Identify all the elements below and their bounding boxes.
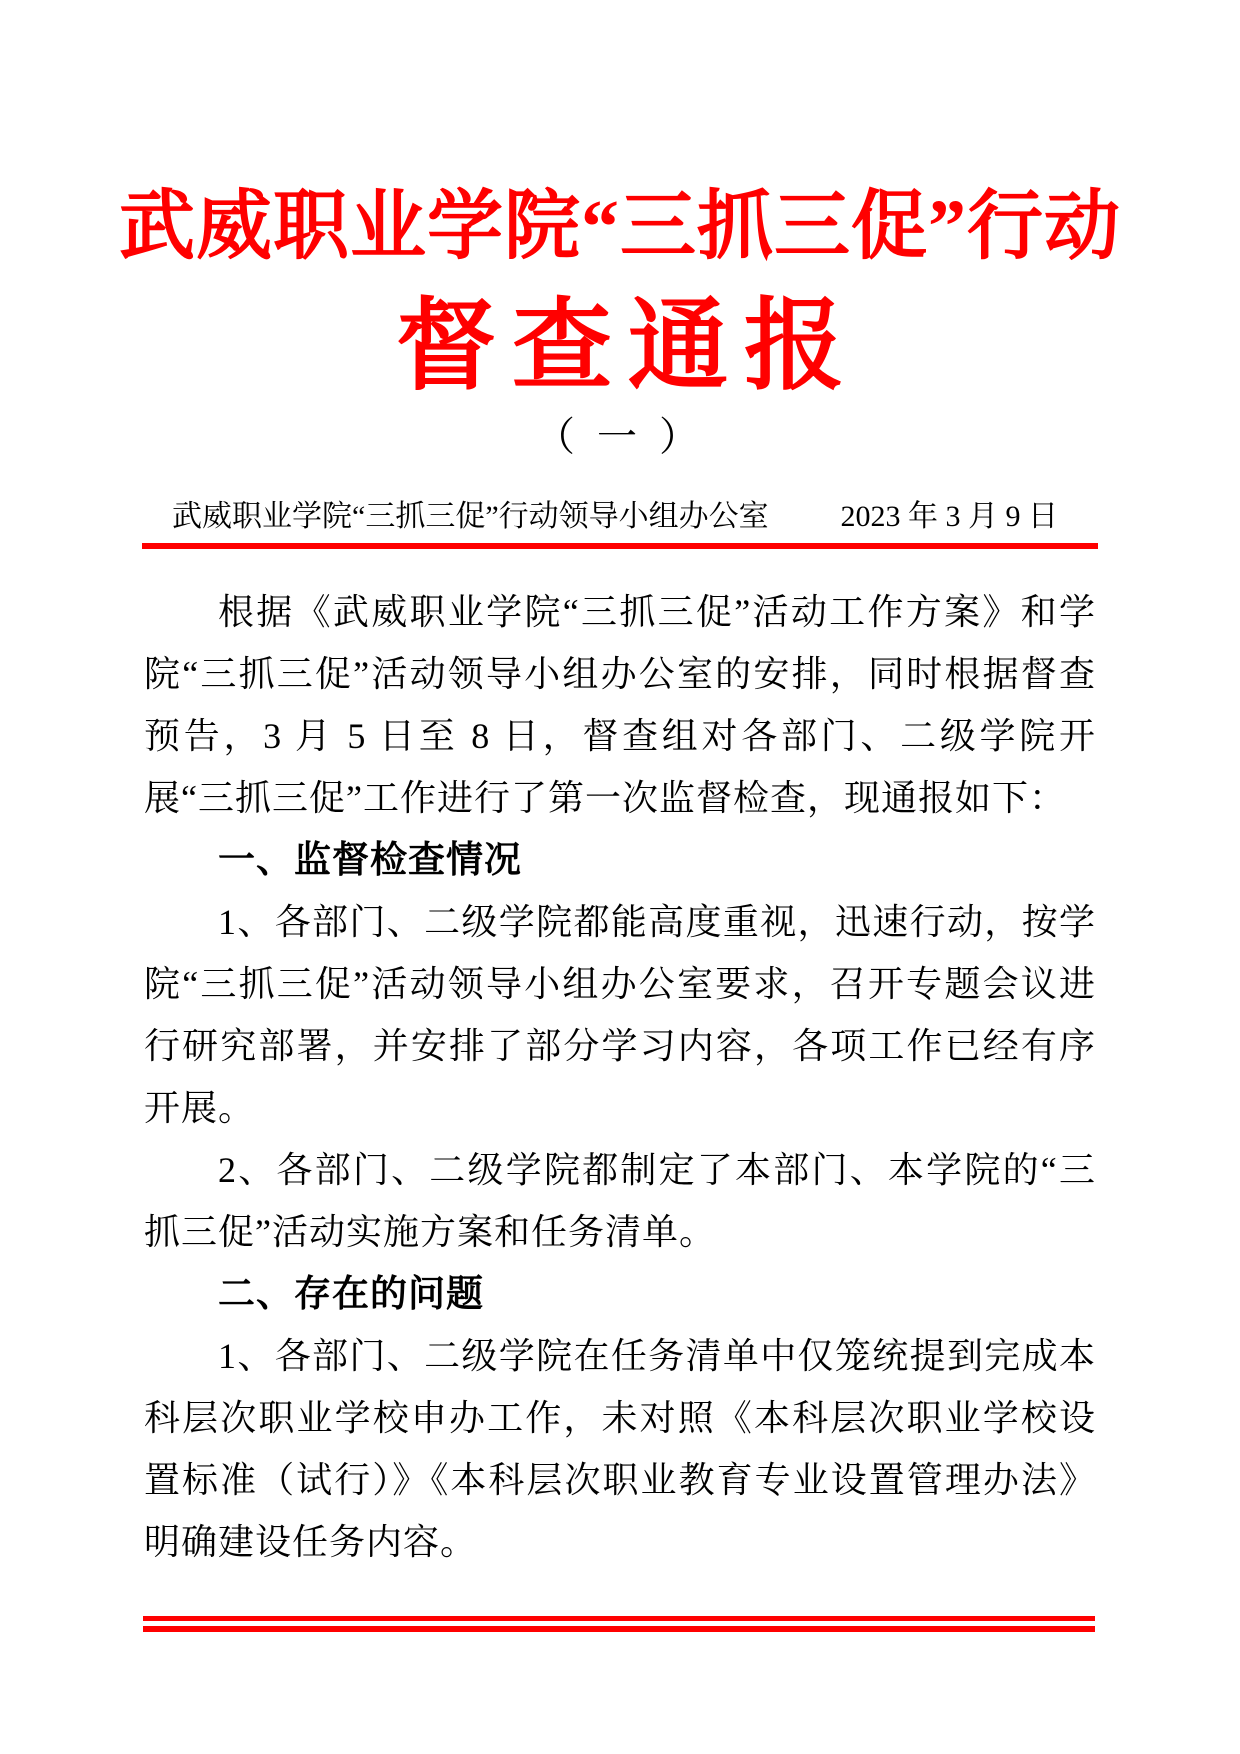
section-heading-2: 二、存在的问题 <box>218 1272 484 1314</box>
red-rule-bottom-double <box>143 1616 1095 1632</box>
paragraph-section1-item2: 2、各部门、二级学院都制定了本部门、本学院的“三抓三促”活动实施方案和任务清单。 <box>144 1149 1096 1252</box>
byline-date: 2023 年 3 月 9 日 <box>840 499 1058 533</box>
document-title-line2: 督查通报 <box>396 290 860 402</box>
red-rule-bottom-upper <box>143 1616 1095 1621</box>
paragraph-intro: 根据《武威职业学院“三抓三促”活动工作方案》和学院“三抓三促”活动领导小组办公室的安排，同时根据督查预告，3 月 5 日至 8 日，督查组对各部门、二级学院开展“三抓三促”工作进行了第一次监督检查，现通报如下： <box>144 591 1096 818</box>
issue-number: （ 一 ） <box>535 413 705 459</box>
byline-row <box>144 499 1096 535</box>
document-body <box>144 581 1096 1573</box>
document-title-line1: 武威职业学院“三抓三促”行动 <box>119 185 1121 269</box>
byline-organization: 武威职业学院“三抓三促”行动领导小组办公室 <box>172 499 769 533</box>
red-rule-top <box>142 543 1098 549</box>
red-rule-bottom-lower <box>143 1626 1095 1632</box>
section-heading-1: 一、监督检查情况 <box>218 838 522 880</box>
paragraph-section2-item1: 1、各部门、二级学院在任务清单中仅笼统提到完成本科层次职业学校申办工作，未对照《本科层次职业学校设置标准（试行）》《本科层次职业教育专业设置管理办法》明确建设任务内容。 <box>144 1335 1096 1562</box>
paragraph-section1-item1: 1、各部门、二级学院都能高度重视，迅速行动，按学院“三抓三促”活动领导小组办公室要求，召开专题会议进行研究部署，并安排了部分学习内容，各项工作已经有序开展。 <box>144 901 1096 1128</box>
